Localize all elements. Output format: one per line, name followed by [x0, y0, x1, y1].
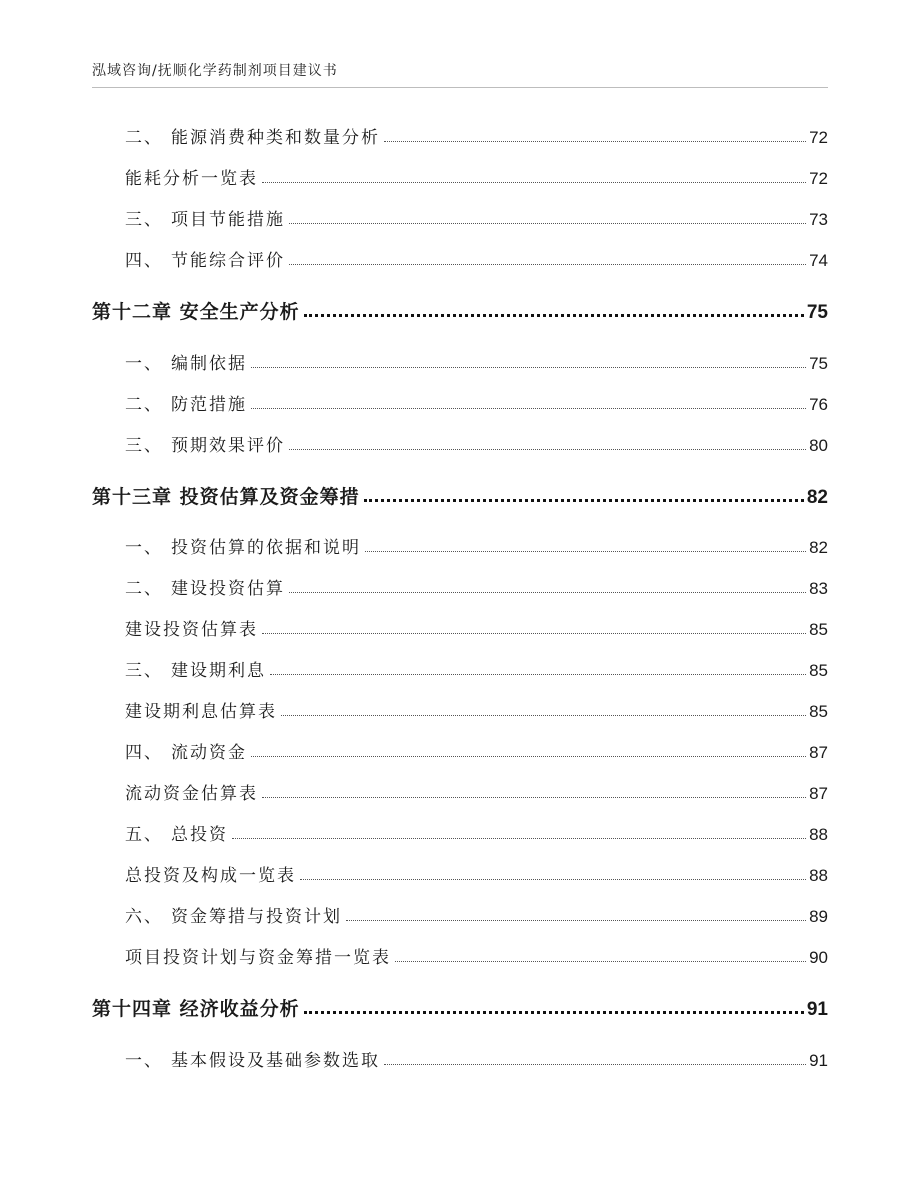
- toc-leader-dots: [304, 314, 804, 317]
- toc-leader-dots: [304, 1011, 804, 1014]
- toc-page-number: 91: [809, 1051, 828, 1070]
- toc-page-number: 90: [809, 948, 828, 967]
- toc-leader-dots: [251, 408, 806, 409]
- toc-entry[interactable]: [125, 614, 828, 640]
- toc-page-number: 87: [809, 784, 828, 803]
- toc-page-number: 89: [809, 907, 828, 926]
- toc-leader-dots: [289, 449, 806, 450]
- toc-page-number: 72: [809, 128, 828, 147]
- toc-leader-dots: [281, 715, 806, 716]
- toc-entry-number: 一、: [125, 1051, 163, 1071]
- toc-leader-dots: [289, 264, 806, 265]
- toc-entry[interactable]: [125, 163, 828, 189]
- toc-entry-text: 能耗分析一览表: [125, 169, 258, 189]
- toc-entry-text: 总投资及构成一览表: [125, 866, 296, 886]
- toc-leader-dots: [365, 551, 806, 552]
- toc-entry-number: 四、: [125, 743, 163, 763]
- toc-entry-number: 三、: [125, 210, 163, 230]
- toc-entry-label: [125, 820, 228, 845]
- toc-entry-number: 三、: [125, 436, 163, 456]
- toc-leader-dots: [251, 367, 806, 368]
- toc-entry[interactable]: [125, 696, 828, 722]
- toc-chapter[interactable]: [92, 991, 828, 1021]
- toc-entry-text: 建设投资估算表: [125, 620, 258, 640]
- toc-chapter-title: 第十四章 经济收益分析: [92, 998, 300, 1020]
- toc-chapter[interactable]: [92, 479, 828, 509]
- toc-entry[interactable]: [125, 778, 828, 804]
- toc-entry-text: 流动资金估算表: [125, 784, 258, 804]
- toc-entry-text: 防范措施: [171, 395, 247, 415]
- toc-page-number: 83: [809, 579, 828, 598]
- toc-page-number: 91: [806, 999, 828, 1020]
- toc-entry-label: [125, 205, 285, 230]
- toc-leader-dots: [262, 633, 806, 634]
- running-header: 泓域咨询/抚顺化学药制剂项目建议书: [92, 63, 338, 79]
- toc-entry-label: [125, 902, 342, 927]
- toc-entry[interactable]: [125, 389, 828, 415]
- toc-page-number: 88: [809, 866, 828, 885]
- toc-entry-number: 二、: [125, 579, 163, 599]
- toc-entry[interactable]: [125, 819, 828, 845]
- toc-entry[interactable]: [125, 860, 828, 886]
- toc-entry-number: 二、: [125, 395, 163, 415]
- toc-page-number: 82: [806, 487, 828, 508]
- toc-entry[interactable]: [125, 901, 828, 927]
- toc-leader-dots: [384, 1064, 806, 1065]
- toc-entry-text: 节能综合评价: [171, 251, 285, 271]
- toc-entry-text: 能源消费种类和数量分析: [171, 128, 380, 148]
- toc-page-number: 73: [809, 210, 828, 229]
- toc-entry-text: 投资估算的依据和说明: [171, 538, 361, 558]
- toc-entry[interactable]: [125, 532, 828, 558]
- toc-entry[interactable]: [125, 737, 828, 763]
- toc-chapter[interactable]: [92, 294, 828, 324]
- toc-entry-label: [125, 431, 285, 456]
- toc-entry-label: [125, 349, 247, 374]
- toc-page-number: 80: [809, 436, 828, 455]
- toc-leader-dots: [251, 756, 806, 757]
- toc-page-number: 75: [809, 354, 828, 373]
- toc-leader-dots: [364, 499, 804, 502]
- toc-page-number: 85: [809, 661, 828, 680]
- toc-leader-dots: [289, 592, 806, 593]
- toc-entry-label: [125, 123, 380, 148]
- toc-entry-label: [125, 574, 285, 599]
- toc-entry-text: 建设投资估算: [171, 579, 285, 599]
- toc-entry-text: 总投资: [171, 825, 228, 845]
- toc-page-number: 74: [809, 251, 828, 270]
- toc-entry-text: 编制依据: [171, 354, 247, 374]
- toc-entry-label: [125, 943, 391, 968]
- toc-leader-dots: [262, 797, 806, 798]
- toc-leader-dots: [262, 182, 806, 183]
- toc-chapter-title: 第十二章 安全生产分析: [92, 301, 300, 323]
- toc-entry-text: 预期效果评价: [171, 436, 285, 456]
- toc-entry[interactable]: [125, 204, 828, 230]
- toc-leader-dots: [384, 141, 806, 142]
- toc-entry-label: [125, 390, 247, 415]
- toc-chapter-title: 第十三章 投资估算及资金筹措: [92, 486, 360, 508]
- toc-entry-number: 一、: [125, 354, 163, 374]
- toc-page-number: 72: [809, 169, 828, 188]
- toc-entry-label: [125, 779, 258, 804]
- toc-entry-text: 项目节能措施: [171, 210, 285, 230]
- toc-entry[interactable]: [125, 245, 828, 271]
- toc-entry-label: [125, 1046, 380, 1071]
- toc-page-number: 85: [809, 702, 828, 721]
- toc-entry-label: [125, 164, 258, 189]
- toc-entry-number: 二、: [125, 128, 163, 148]
- toc-entry-number: 六、: [125, 907, 163, 927]
- toc-entry-text: 建设期利息估算表: [125, 702, 277, 722]
- toc-entry-number: 三、: [125, 661, 163, 681]
- toc-entry-text: 建设期利息: [171, 661, 266, 681]
- toc-entry-label: [125, 246, 285, 271]
- toc-leader-dots: [300, 879, 806, 880]
- toc-entry-label: [125, 738, 247, 763]
- toc-entry-number: 四、: [125, 251, 163, 271]
- toc-entry-label: [125, 615, 258, 640]
- toc-entry-number: 五、: [125, 825, 163, 845]
- toc-entry-text: 资金筹措与投资计划: [171, 907, 342, 927]
- toc-leader-dots: [289, 223, 806, 224]
- toc-page-number: 88: [809, 825, 828, 844]
- toc-entry-label: [125, 861, 296, 886]
- toc-entry[interactable]: [125, 573, 828, 599]
- toc-entry-label: [125, 697, 277, 722]
- toc-entry[interactable]: [125, 122, 828, 148]
- toc-leader-dots: [395, 961, 806, 962]
- toc-entry[interactable]: [125, 942, 828, 968]
- toc-leader-dots: [346, 920, 806, 921]
- toc-entry-label: [125, 656, 266, 681]
- toc-entry[interactable]: [125, 348, 828, 374]
- toc-entry-number: 一、: [125, 538, 163, 558]
- toc-leader-dots: [232, 838, 806, 839]
- toc-entry-text: 项目投资计划与资金筹措一览表: [125, 948, 391, 968]
- toc-entry-text: 流动资金: [171, 743, 247, 763]
- toc-page-number: 76: [809, 395, 828, 414]
- toc-page-number: 87: [809, 743, 828, 762]
- toc-page-number: 82: [809, 538, 828, 557]
- toc-entry[interactable]: [125, 655, 828, 681]
- toc-page-number: 75: [806, 302, 828, 323]
- toc-page-number: 85: [809, 620, 828, 639]
- toc-entry[interactable]: [125, 430, 828, 456]
- toc-entry-label: [125, 533, 361, 558]
- toc-leader-dots: [270, 674, 806, 675]
- toc-entry-text: 基本假设及基础参数选取: [171, 1051, 380, 1071]
- toc-entry[interactable]: [125, 1045, 828, 1071]
